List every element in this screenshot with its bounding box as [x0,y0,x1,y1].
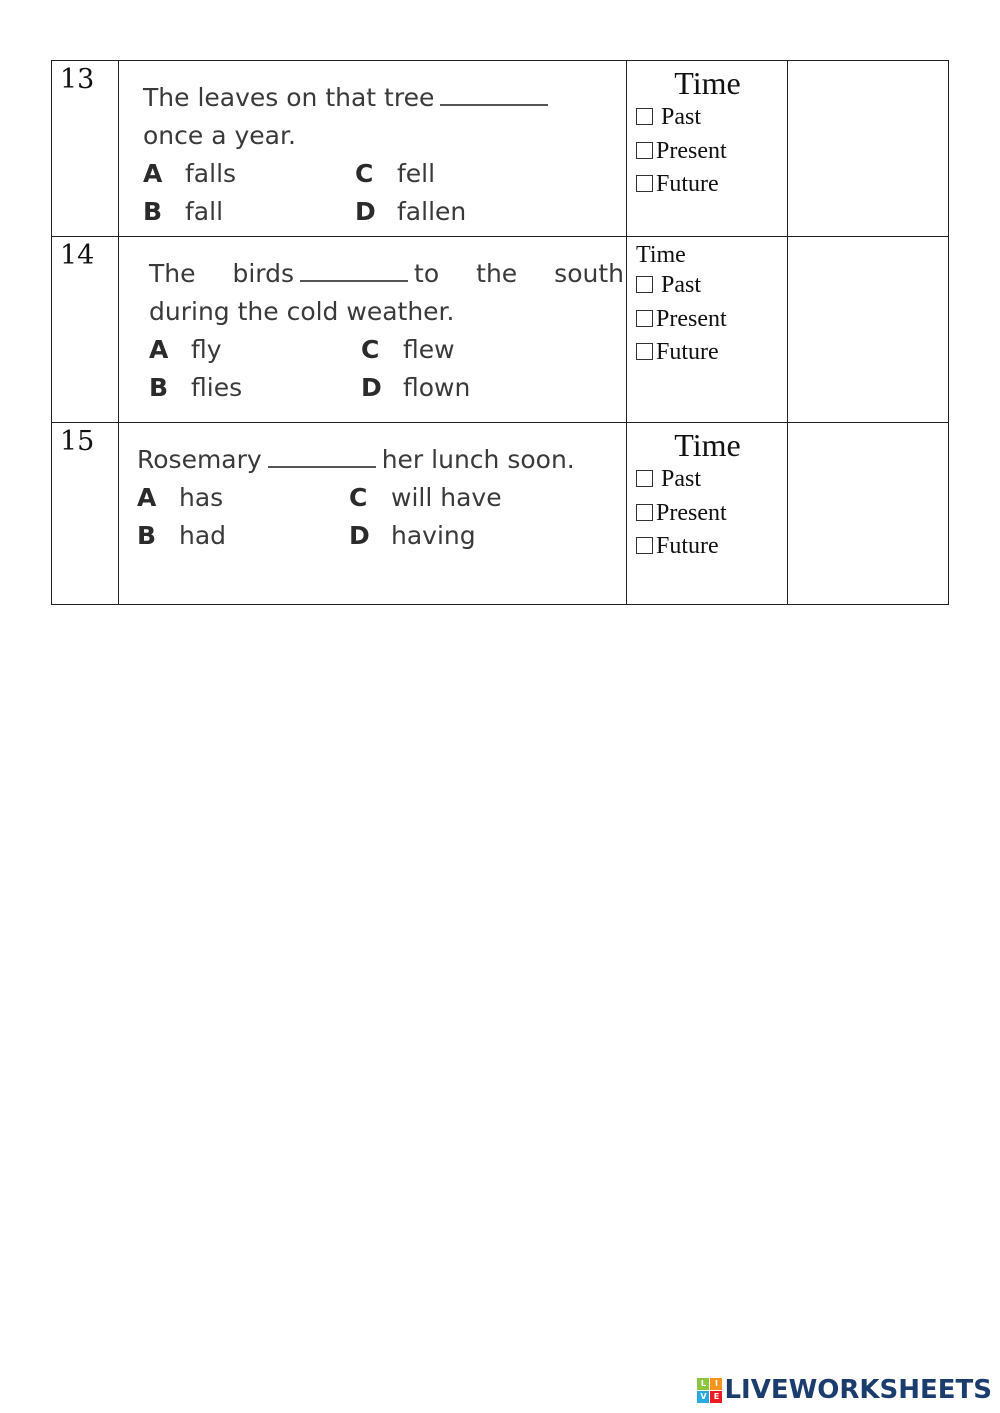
checkbox-icon[interactable] [636,276,653,293]
question-number-cell [52,237,119,423]
question-row-14 [52,237,949,423]
checkbox-icon[interactable] [636,470,653,487]
checkbox-icon[interactable] [636,142,653,159]
option-b: B fall [143,197,224,226]
checkbox-future[interactable]: Future [636,530,787,564]
question-row-13 [52,61,949,237]
question-stem [149,255,624,331]
option-d: D flown [361,373,471,402]
liveworksheets-logo-icon: L I V E [697,1378,722,1403]
option-a: A falls [143,159,237,188]
checkbox-icon[interactable] [636,537,653,554]
worksheet-table [51,60,949,605]
checkbox-past[interactable]: Past [636,269,787,303]
answer-options [137,479,606,555]
time-cell [627,423,788,605]
option-b: B flies [149,373,243,402]
checkbox-icon[interactable] [636,504,653,521]
question-text [119,61,626,231]
option-d: D fallen [355,197,467,226]
logo-text: LIVEWORKSHEETS [724,1375,992,1405]
option-d: D having [349,521,476,550]
answer-blank [300,268,408,282]
checkbox-present[interactable]: Present [636,135,787,169]
checkbox-present[interactable]: Present [636,497,787,531]
option-a: A fly [149,335,222,364]
question-stem [143,79,608,155]
question-number: 14 [60,240,95,271]
time-heading: Time [674,427,741,463]
checkbox-past[interactable]: Past [636,463,787,497]
stem-before: The leaves on that tree [143,83,435,112]
checkbox-future[interactable]: Future [636,168,787,202]
option-c: C will have [349,483,502,512]
question-number: 13 [60,64,95,95]
option-a: A has [137,483,224,512]
answer-options [149,331,624,407]
stem-before: The birds [149,259,295,288]
answer-cell[interactable] [788,61,949,237]
stem-before: Rosemary [137,445,262,474]
checkbox-past[interactable]: Past [636,101,787,135]
question-number-cell [52,423,119,605]
checkbox-icon[interactable] [636,310,653,327]
answer-cell[interactable] [788,237,949,423]
question-number: 15 [60,426,95,457]
question-cell [119,61,627,237]
checkbox-icon[interactable] [636,175,653,192]
stem-after: to the south during the cold weather. [149,259,624,326]
question-text [119,423,626,555]
answer-blank [440,92,548,106]
time-heading: Time [636,242,686,268]
answer-blank [268,454,376,468]
checkbox-icon[interactable] [636,108,653,125]
checkbox-present[interactable]: Present [636,303,787,337]
checkbox-icon[interactable] [636,343,653,360]
question-cell [119,237,627,423]
question-number-cell [52,61,119,237]
answer-options [143,155,608,231]
question-cell [119,423,627,605]
question-stem [137,441,606,479]
liveworksheets-logo[interactable] [697,1375,992,1405]
time-heading: Time [674,65,741,101]
stem-after: once a year. [143,121,296,150]
stem-after: her lunch soon. [381,445,575,474]
question-row-15 [52,423,949,605]
time-cell [627,237,788,423]
checkbox-future[interactable]: Future [636,336,787,370]
answer-cell[interactable] [788,423,949,605]
option-c: C flew [361,335,455,364]
option-c: C fell [355,159,436,188]
option-b: B had [137,521,227,550]
time-cell [627,61,788,237]
question-text [119,237,626,407]
